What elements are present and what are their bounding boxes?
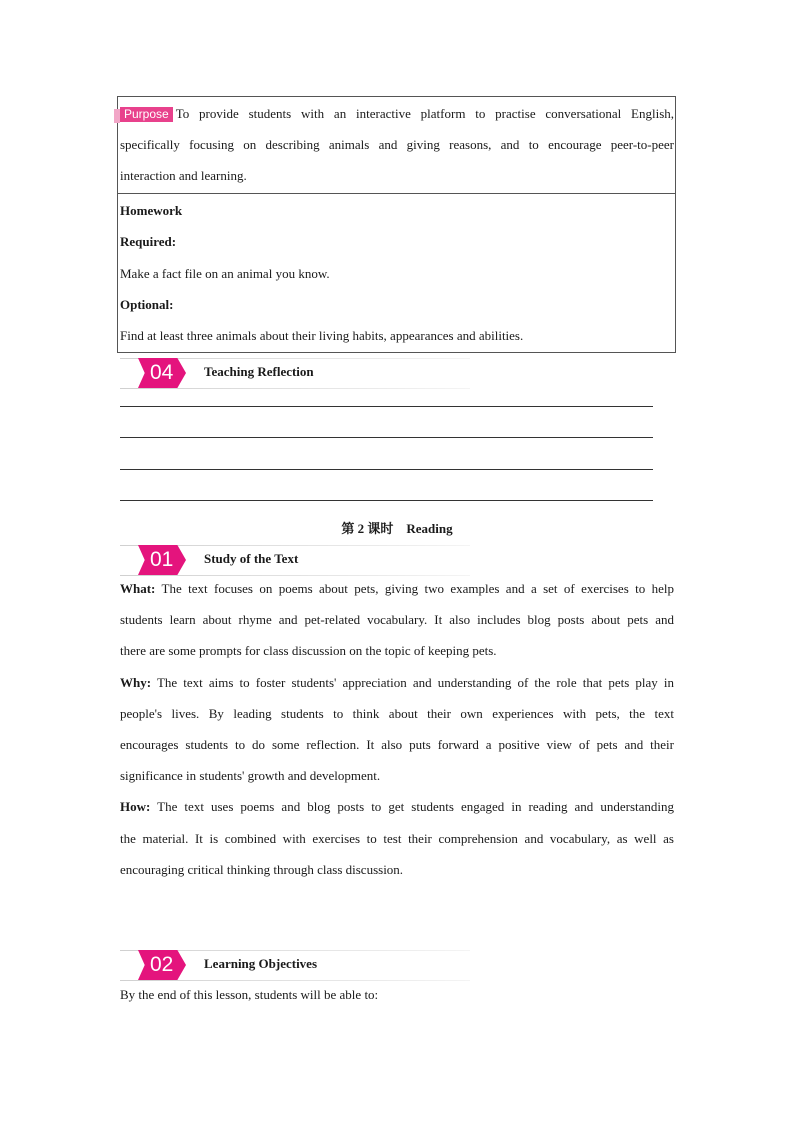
section-title: Learning Objectives (204, 956, 318, 971)
why-line-2: people's lives. By leading students to think about their own experiences with pets, the text (120, 706, 674, 721)
why-line-4: significance in students' growth and development. (120, 768, 381, 783)
what-line-1 (120, 581, 674, 597)
section-number: 01 (150, 548, 174, 571)
purpose-line-2: specifically focusing on describing animals and giving reasons, and to encourage peer-to-peer (120, 137, 674, 152)
why-text-1: The text aims to foster students' appreciation and understanding of the role that pets play in (156, 675, 674, 690)
required-label: Required: (120, 234, 177, 249)
what-text-1: The text focuses on poems about pets, giving two examples and a set of exercises to help (161, 581, 674, 596)
what-label: What: (120, 581, 156, 596)
section-header-learning-objectives (120, 948, 470, 982)
section-number: 04 (150, 361, 174, 384)
section-title: Teaching Reflection (204, 364, 314, 379)
homework-title: Homework (120, 203, 183, 218)
section-header-teaching-reflection (120, 356, 470, 390)
what-line-2: students learn about rhyme and pet-related vocabulary. It also includes blog posts about pets and (120, 612, 674, 627)
why-line-3: encourages students to do some reflection. It also puts forward a positive view of pets and their (120, 737, 674, 752)
optional-label: Optional: (120, 297, 174, 312)
lesson-title: 第 2 课时 Reading (341, 521, 453, 536)
why-line-1 (120, 675, 674, 691)
reflection-line-4 (120, 500, 653, 501)
how-line-1 (120, 799, 674, 815)
reflection-line-1 (120, 406, 653, 407)
purpose-tag: Purpose (120, 107, 173, 122)
reflection-line-3 (120, 469, 653, 470)
table-divider (118, 193, 675, 194)
required-text: Make a fact file on an animal you know. (120, 266, 330, 281)
optional-text: Find at least three animals about their living habits, appearances and abilities. (120, 328, 524, 343)
how-line-3: encouraging critical thinking through class discussion. (120, 862, 404, 877)
section-header-study-of-text (120, 543, 470, 577)
objectives-intro: By the end of this lesson, students will be able to: (120, 987, 379, 1002)
section-number: 02 (150, 953, 174, 976)
how-line-2: the material. It is combined with exercises to test their comprehension and vocabulary, as well as (120, 831, 674, 846)
purpose-homework-table (117, 96, 676, 353)
section-bottom-line (120, 980, 470, 981)
reflection-line-2 (120, 437, 653, 438)
section-title: Study of the Text (204, 551, 299, 566)
what-line-3: there are some prompts for class discussion on the topic of keeping pets. (120, 643, 497, 658)
how-label: How: (120, 799, 151, 814)
how-text-1: The text uses poems and blog posts to get students engaged in reading and understanding (157, 799, 675, 814)
purpose-line-3: interaction and learning. (120, 168, 247, 183)
why-label: Why: (120, 675, 152, 690)
section-bottom-line (120, 575, 470, 576)
section-bottom-line (120, 388, 470, 389)
purpose-line-1 (120, 106, 674, 122)
purpose-text-1: To provide students with an interactive platform to practise conversational English, (175, 106, 674, 121)
